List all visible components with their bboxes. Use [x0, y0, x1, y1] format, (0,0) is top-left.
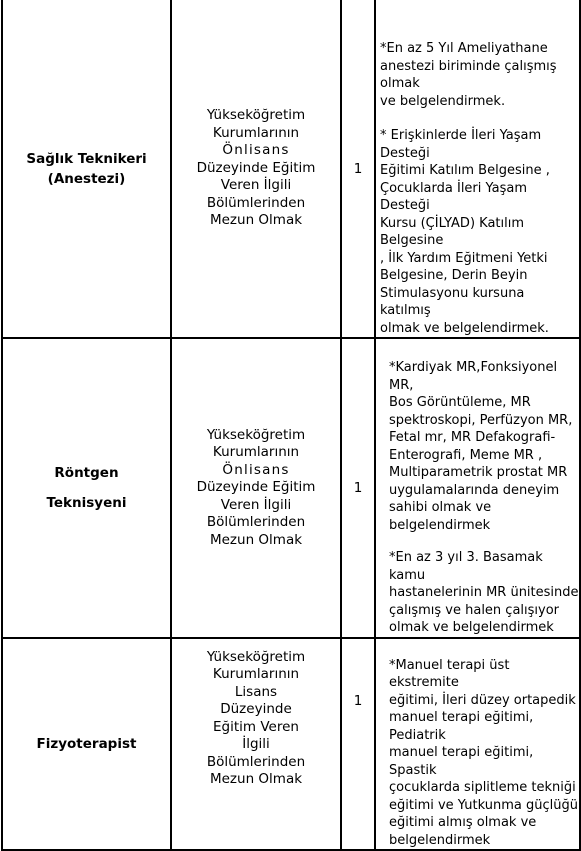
- condition-line: Bos Görüntüleme, MR: [389, 395, 531, 410]
- condition-line: uygulamalarında deneyim: [389, 482, 560, 498]
- condition-line: Enterografi, Meme MR ,: [389, 447, 543, 463]
- special-conditions: [375, 638, 580, 851]
- condition-line: çalışmış ve halen çalışıyor: [389, 602, 560, 618]
- education-requirement: [171, 338, 341, 638]
- condition-line: eğitimi ve Yutkunma güçlüğü: [389, 797, 578, 813]
- education-line: Mezun Olmak: [209, 771, 303, 787]
- condition-line: hastanelerinin MR ünitesinde: [389, 585, 579, 600]
- education-line: Yükseköğretim: [206, 107, 306, 124]
- position-title-line: Fizyoterapist: [36, 735, 137, 752]
- condition-line: çocuklarda siplitleme tekniği: [389, 780, 576, 795]
- condition-line: olmak ve belgelendirmek: [389, 620, 554, 635]
- condition-line: *Manuel terapi üst ekstremite: [389, 657, 510, 690]
- position-count: 1: [341, 338, 375, 638]
- special-conditions: [375, 0, 580, 338]
- education-line: Eğitim Veren: [213, 718, 299, 735]
- education-requirement: [171, 638, 341, 851]
- education-line: Kurumlarının: [212, 444, 300, 460]
- education-line: Yükseköğretim: [206, 648, 306, 665]
- education-line: Bölümlerinden: [206, 194, 306, 211]
- condition-line: sahibi olmak ve belgelendirmek: [389, 500, 492, 533]
- condition-line: Multiparametrik prostat MR: [389, 465, 568, 480]
- condition-line: anestezi biriminde çalışmış olmak: [380, 58, 557, 91]
- condition-line: eğitimi almış olmak ve: [389, 815, 537, 830]
- education-line: Veren İlgili: [220, 496, 292, 513]
- table-row: [2, 0, 580, 338]
- table-row: [2, 638, 580, 851]
- position-title-line: Röntgen: [54, 464, 119, 481]
- education-line: Kurumlarının: [212, 666, 300, 682]
- education-line: Mezun Olmak: [209, 531, 303, 548]
- condition-line: Stimulasyonu kursuna katılmış: [380, 285, 525, 318]
- table-row: [2, 338, 580, 638]
- condition-line: * Erişkinlerde İleri Yaşam Desteği: [380, 128, 542, 161]
- education-requirement: [171, 0, 341, 338]
- education-line: İlgili: [242, 736, 270, 752]
- condition-line: olmak ve belgelendirmek.: [380, 320, 549, 336]
- education-line: Bölümlerinden: [206, 514, 306, 530]
- condition-line: Kursu (ÇİLYAD) Katılım Belgesine: [380, 215, 525, 248]
- position-count: 1: [341, 638, 375, 851]
- position-count: 1: [341, 0, 375, 338]
- condition-line: Belgesine, Derin Beyin: [380, 268, 528, 283]
- education-line: Düzeyinde Eğitim: [196, 159, 316, 176]
- condition-line: , İlk Yardım Eğitmeni Yetki: [380, 250, 548, 266]
- condition-line: belgelendirmek: [389, 832, 491, 848]
- position-title: [2, 638, 171, 851]
- condition-line: *En az 5 Yıl Ameliyathane: [380, 41, 548, 56]
- condition-line: *Kardiyak MR,Fonksiyonel MR,: [389, 360, 558, 393]
- education-line: Yükseköğretim: [206, 426, 306, 443]
- education-line: Düzeyinde: [220, 701, 292, 717]
- requirements-table: [1, 0, 581, 851]
- education-line: Önlisans: [222, 461, 290, 478]
- condition-line: manuel terapi eğitimi, Pediatrik: [389, 710, 534, 743]
- condition-line: manuel terapi eğitimi, Spastik: [389, 745, 534, 778]
- condition-line: eğitimi, İleri düzey ortapedik: [389, 692, 576, 708]
- condition-line: ve belgelendirmek.: [380, 93, 506, 109]
- education-line: Lisans: [234, 683, 278, 700]
- condition-line: *En az 3 yıl 3. Basamak kamu: [389, 550, 543, 583]
- condition-line: spektroskopi, Perfüzyon MR,: [389, 412, 573, 428]
- condition-line: Çocuklarda İleri Yaşam Desteği: [380, 180, 528, 213]
- position-title-line: Sağlık Teknikeri: [26, 150, 147, 167]
- special-conditions: [375, 338, 580, 638]
- condition-line: Eğitimi Katılım Belgesine ,: [380, 163, 550, 178]
- position-title: [2, 0, 171, 338]
- education-line: Veren İlgili: [220, 177, 292, 194]
- education-line: Kurumlarının: [212, 124, 300, 141]
- position-title-line: Teknisyeni: [46, 494, 127, 511]
- education-line: Bölümlerinden: [206, 753, 306, 770]
- education-line: Düzeyinde Eğitim: [196, 479, 316, 495]
- position-title: [2, 338, 171, 638]
- position-title-line: (Anestezi): [47, 170, 126, 187]
- education-line: Mezun Olmak: [209, 212, 303, 229]
- condition-line: Fetal mr, MR Defakografi-: [389, 430, 556, 445]
- education-line: Önlisans: [222, 142, 290, 159]
